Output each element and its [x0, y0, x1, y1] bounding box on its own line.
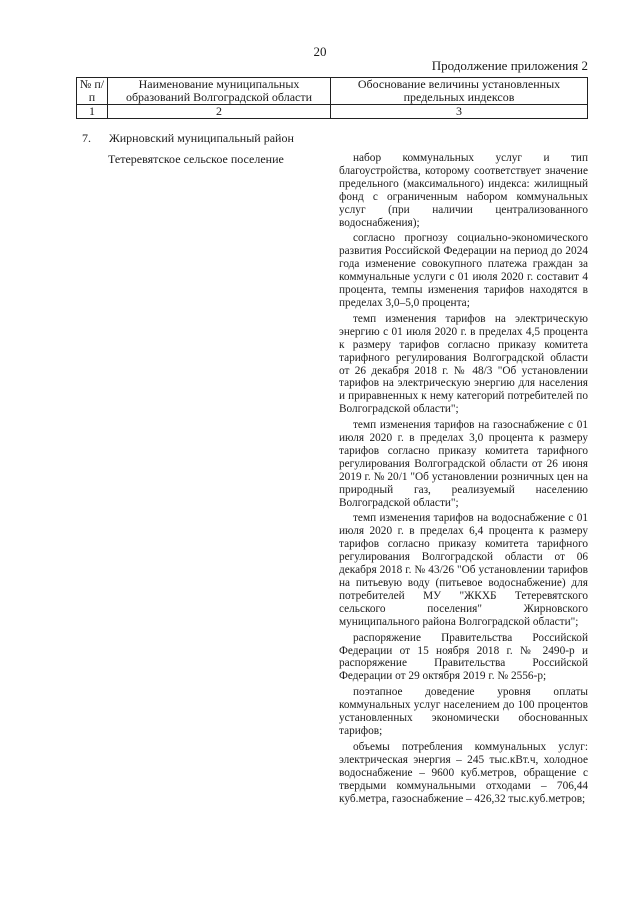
continuation-label: Продолжение приложения 2: [431, 58, 588, 73]
region-row: [82, 131, 294, 146]
region-name: Жирновский муниципальный район: [109, 131, 294, 145]
justification-paragraph: темп изменения тарифов на водоснабжение с 01 июля 2020 г. в пределах 6,4 процента к размеру тарифов согласно приказу комитета тарифного регулирования Волгоградской области от 06 декабря 2018 г. № 43/26 "Об установлении тарифов на питьевую воду (питьевое водоснабжение) для потребителей МУ "ЖКХБ Тетеревятского сельского поселения" Жирновского муниципального района Волгоградской области";: [339, 512, 588, 628]
justification-paragraph: поэтапное доведение уровня оплаты коммунальных услуг населением до 100 процентов установленных экономически обоснованных тарифов;: [339, 686, 588, 737]
justification-text: [339, 152, 588, 808]
col-municipality-header: Наименование муниципальных образований Волгоградской области: [108, 78, 331, 105]
col-number-header: № п/п: [77, 78, 108, 105]
region-number: 7.: [82, 131, 91, 145]
col-justification-header: Обоснование величины установленных предельных индексов: [331, 78, 588, 105]
header-row: [77, 78, 588, 105]
justification-paragraph: набор коммунальных услуг и тип благоустройства, которому соответствует значение предельного (максимального) индекса: жилищный фонд с ограниченным набором коммунальных услуг (при наличии централизованного водоснабжения);: [339, 152, 588, 229]
justification-paragraph: распоряжение Правительства Российской Федерации от 15 ноября 2018 г. № 2490-р и распоряжение Правительства Российской Федерации от 29 октября 2019 г. № 2556-р;: [339, 631, 588, 683]
justification-paragraph: согласно прогнозу социально-экономического развития Российской Федерации на период до 2024 года изменение совокупного платежа граждан за коммунальные услуги с 01 июля 2020 г. составит 4 процента, темпы изменения тарифов находятся в пределах 3,0–5,0 процента;: [339, 232, 588, 309]
justification-paragraph: темп изменения тарифов на газоснабжение с 01 июля 2020 г. в пределах 3,0 процента к размеру тарифов согласно приказу комитета тарифного регулирования Волгоградской области от 26 июня 2019 г. № 20/1 "Об установлении розничных цен на природный газ, реализуемый населению Волгоградской области";: [339, 419, 588, 509]
justification-paragraph: темп изменения тарифов на электрическую энергию с 01 июля 2020 г. в пределах 4,5 процента к размеру тарифов согласно приказу комитета тарифного регулирования Волгоградской области от 26 декабря 2018 г. № 48/3 "Об установлении тарифов на электрическую энергию для населения и приравненных к нему категорий потребителей по Волгоградской области";: [339, 312, 588, 416]
col2-number: 2: [108, 105, 331, 119]
col3-number: 3: [331, 105, 588, 119]
col1-number: 1: [77, 105, 108, 119]
column-number-row: [77, 105, 588, 119]
header-table: [76, 77, 588, 119]
justification-paragraph: объемы потребления коммунальных услуг: электрическая энергия – 245 тыс.кВт.ч, холодное водоснабжение – 9600 куб.метров, обращение с твердыми коммунальными отходами – 706,44 куб.метра, газоснабжение – 426,32 тыс.куб.метров;: [339, 740, 588, 805]
page-number: 20: [313, 44, 327, 59]
settlement-name: Тетеревятское сельское поселение: [108, 152, 284, 166]
